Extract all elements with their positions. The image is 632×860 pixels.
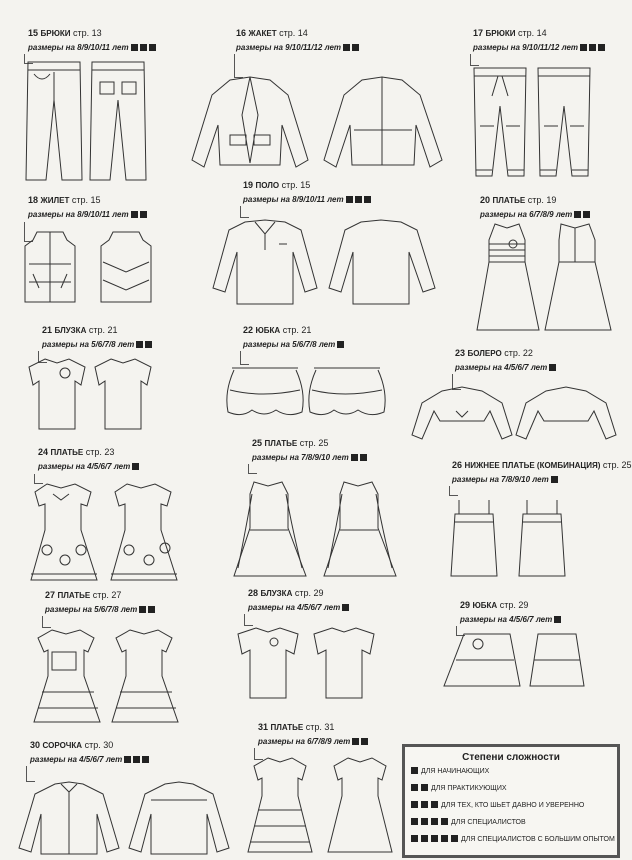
difficulty-square [554,616,561,623]
legend-label: ДЛЯ СПЕЦИАЛИСТОВ [451,819,526,826]
difficulty-squares [411,836,461,843]
item-number: 16 [236,28,247,38]
ruffle-skirt-sketch [222,362,392,420]
difficulty-square [145,341,152,348]
item-sizes: размеры на 9/10/11/12 лет [236,43,341,52]
item-sizes: размеры на 4/5/6/7 лет [38,462,131,471]
difficulty-square [364,196,371,203]
item-29 [460,600,561,625]
item-page: стр. 29 [294,588,324,598]
item-page: стр. 14 [279,28,308,38]
legend-label: ДЛЯ ТЕХ, КТО ШЬЕТ ДАВНО И УВЕРЕННО [441,802,585,809]
difficulty-square [598,44,605,51]
tiered-dress-sketch [28,628,188,726]
item-name: ПЛАТЬЕ [492,196,526,205]
item-name: ПЛАТЬЕ [264,439,298,448]
difficulty-square [142,756,149,763]
item-page: стр. 19 [527,195,557,205]
item-28 [248,588,349,613]
item-number: 17 [473,28,484,38]
difficulty-square [346,196,353,203]
ruffle-dress-sketch [230,478,410,583]
difficulty-square [360,454,367,461]
item-15 [28,28,156,53]
legend-label: ДЛЯ ПРАКТИКУЮЩИХ [431,785,507,792]
item-sizes: размеры на 4/5/6/7 лет [455,363,548,372]
difficulty-square [549,364,556,371]
leader-line [449,486,450,496]
item-page: стр. 31 [305,722,335,732]
item-sizes: размеры на 4/5/6/7 лет [460,615,553,624]
item-page: стр. 21 [282,325,312,335]
item-22 [243,325,344,350]
difficulty-square [431,835,438,842]
difficulty-square [574,211,581,218]
difficulty-legend [402,744,620,858]
legend-row [405,831,617,848]
leader-line [470,54,471,66]
item-31 [258,722,368,747]
item-sizes: размеры на 5/6/7/8 лет [45,605,138,614]
item-name: ЮБКА [472,601,498,610]
item-number: 29 [460,600,471,610]
item-23 [455,348,556,373]
difficulty-squares [572,210,590,219]
item-27 [45,590,155,615]
jacket-sketch [190,75,450,175]
item-page: стр. 30 [84,740,114,750]
vest-sketch [15,228,165,308]
difficulty-square [149,44,156,51]
polo-sketch [205,218,445,313]
item-number: 25 [252,438,263,448]
item-name: ЮБКА [255,326,281,335]
item-sizes: размеры на 5/6/7/8 лет [243,340,336,349]
difficulty-squares [129,210,147,219]
item-name: БЛУЗКА [54,326,87,335]
item-24 [38,447,139,472]
difficulty-square [431,818,438,825]
difficulty-square [139,606,146,613]
difficulty-square [342,604,349,611]
item-number: 27 [45,590,56,600]
item-sizes: размеры на 8/9/10/11 лет [28,43,129,52]
item-sizes: размеры на 6/7/8/9 лет [258,737,351,746]
item-19 [243,180,371,205]
item-name: ПОЛО [255,181,280,190]
difficulty-squares [547,363,556,372]
difficulty-square [337,341,344,348]
leader-line [240,206,241,218]
item-name: ПЛАТЬЕ [50,448,84,457]
tiered-skirt-sketch [442,632,587,692]
difficulty-square [343,44,350,51]
difficulty-square [589,44,596,51]
difficulty-square [351,454,358,461]
item-number: 31 [258,722,269,732]
item-sizes: размеры на 5/6/7/8 лет [42,340,135,349]
item-page: стр. 25 [299,438,329,448]
legend-row [405,814,617,831]
item-sizes: размеры на 4/5/6/7 лет [248,603,341,612]
item-30 [30,740,149,765]
item-page: стр. 22 [504,348,533,358]
difficulty-square [132,463,139,470]
item-name: БЛУЗКА [260,589,293,598]
item-number: 18 [28,195,39,205]
jogger-pants-sketch [468,66,598,186]
item-page: стр. 15 [71,195,101,205]
difficulty-square [411,767,418,774]
item-page: стр. 13 [73,28,102,38]
difficulty-squares [549,475,558,484]
difficulty-square [140,44,147,51]
difficulty-squares [411,802,441,809]
item-20 [480,195,590,220]
item-number: 15 [28,28,39,38]
difficulty-square [355,196,362,203]
item-page: стр. 14 [518,28,547,38]
difficulty-square [136,341,143,348]
difficulty-squares [350,737,368,746]
difficulty-square [133,756,140,763]
difficulty-square [411,818,418,825]
legend-row [405,763,617,780]
difficulty-square [421,801,428,808]
shirt-sketch [15,780,235,855]
difficulty-square [131,211,138,218]
item-name: НИЖНЕЕ ПЛАТЬЕ (КОМБИНАЦИЯ) [464,461,601,470]
item-name: ПЛАТЬЕ [57,591,91,600]
item-25 [252,438,367,463]
difficulty-square [411,835,418,842]
difficulty-square [140,211,147,218]
difficulty-square [148,606,155,613]
item-number: 30 [30,740,41,750]
difficulty-square [441,835,448,842]
item-21 [42,325,152,350]
item-name: БРЮКИ [40,29,71,38]
difficulty-square [421,818,428,825]
difficulty-squares [129,43,156,52]
printed-dress-sketch [25,480,185,588]
item-number: 26 [452,460,463,470]
difficulty-squares [134,340,152,349]
item-sizes: размеры на 7/8/9/10 лет [452,475,549,484]
item-name: БОЛЕРО [467,349,502,358]
legend-row [405,780,617,797]
difficulty-square [411,784,418,791]
item-name: БРЮКИ [485,29,516,38]
item-sizes: размеры на 7/8/9/10 лет [252,453,349,462]
item-number: 23 [455,348,466,358]
difficulty-squares [335,340,344,349]
difficulty-squares [411,819,451,826]
item-name: СОРОЧКА [42,741,83,750]
difficulty-squares [130,462,139,471]
difficulty-square [451,835,458,842]
difficulty-square [580,44,587,51]
item-page: стр. 25 [602,460,632,470]
legend-label: ДЛЯ НАЧИНАЮЩИХ [421,768,490,775]
leader-line [42,616,43,628]
item-sizes: размеры на 8/9/10/11 лет [243,195,344,204]
difficulty-squares [349,453,367,462]
leader-line [248,464,249,474]
difficulty-square [352,738,359,745]
difficulty-square [411,801,418,808]
difficulty-squares [122,755,149,764]
difficulty-squares [411,785,431,792]
dress-sketch [475,220,615,335]
difficulty-square [551,476,558,483]
difficulty-square [124,756,131,763]
difficulty-square [131,44,138,51]
difficulty-squares [340,603,349,612]
difficulty-squares [411,768,421,775]
item-number: 28 [248,588,259,598]
item-page: стр. 27 [92,590,122,600]
difficulty-square [421,784,428,791]
item-page: стр. 29 [499,600,529,610]
item-sizes: размеры на 4/5/6/7 лет [30,755,123,764]
difficulty-square [583,211,590,218]
pants-sketch [20,60,150,185]
difficulty-squares [344,195,371,204]
difficulty-squares [341,43,359,52]
item-page: стр. 15 [281,180,311,190]
tiered-tunic-sketch [240,756,400,856]
blouse-sketch [25,355,155,435]
item-name: ЖАКЕТ [248,29,277,38]
slip-dress-sketch [445,498,585,580]
difficulty-squares [552,615,561,624]
item-sizes: размеры на 8/9/10/11 лет [28,210,129,219]
item-17 [473,28,605,53]
legend-label: ДЛЯ СПЕЦИАЛИСТОВ С БОЛЬШИМ ОПЫТОМ [461,836,615,843]
difficulty-square [421,835,428,842]
item-page: стр. 23 [85,447,115,457]
difficulty-square [431,801,438,808]
item-number: 24 [38,447,49,457]
item-number: 22 [243,325,254,335]
difficulty-squares [578,43,605,52]
item-page: стр. 21 [88,325,118,335]
item-number: 21 [42,325,53,335]
item-sizes: размеры на 6/7/8/9 лет [480,210,573,219]
item-name: ПЛАТЬЕ [270,723,304,732]
item-sizes: размеры на 9/10/11/12 лет [473,43,578,52]
blouse-puff-sketch [232,624,382,702]
item-26 [452,460,632,485]
item-18 [28,195,147,220]
legend-row [405,797,617,814]
difficulty-square [441,818,448,825]
item-number: 20 [480,195,491,205]
difficulty-square [361,738,368,745]
difficulty-square [352,44,359,51]
difficulty-squares [137,605,155,614]
bolero-sketch [412,385,617,445]
item-16 [236,28,359,53]
legend-title: Степени сложности [462,752,560,763]
item-number: 19 [243,180,254,190]
item-name: ЖИЛЕТ [40,196,70,205]
